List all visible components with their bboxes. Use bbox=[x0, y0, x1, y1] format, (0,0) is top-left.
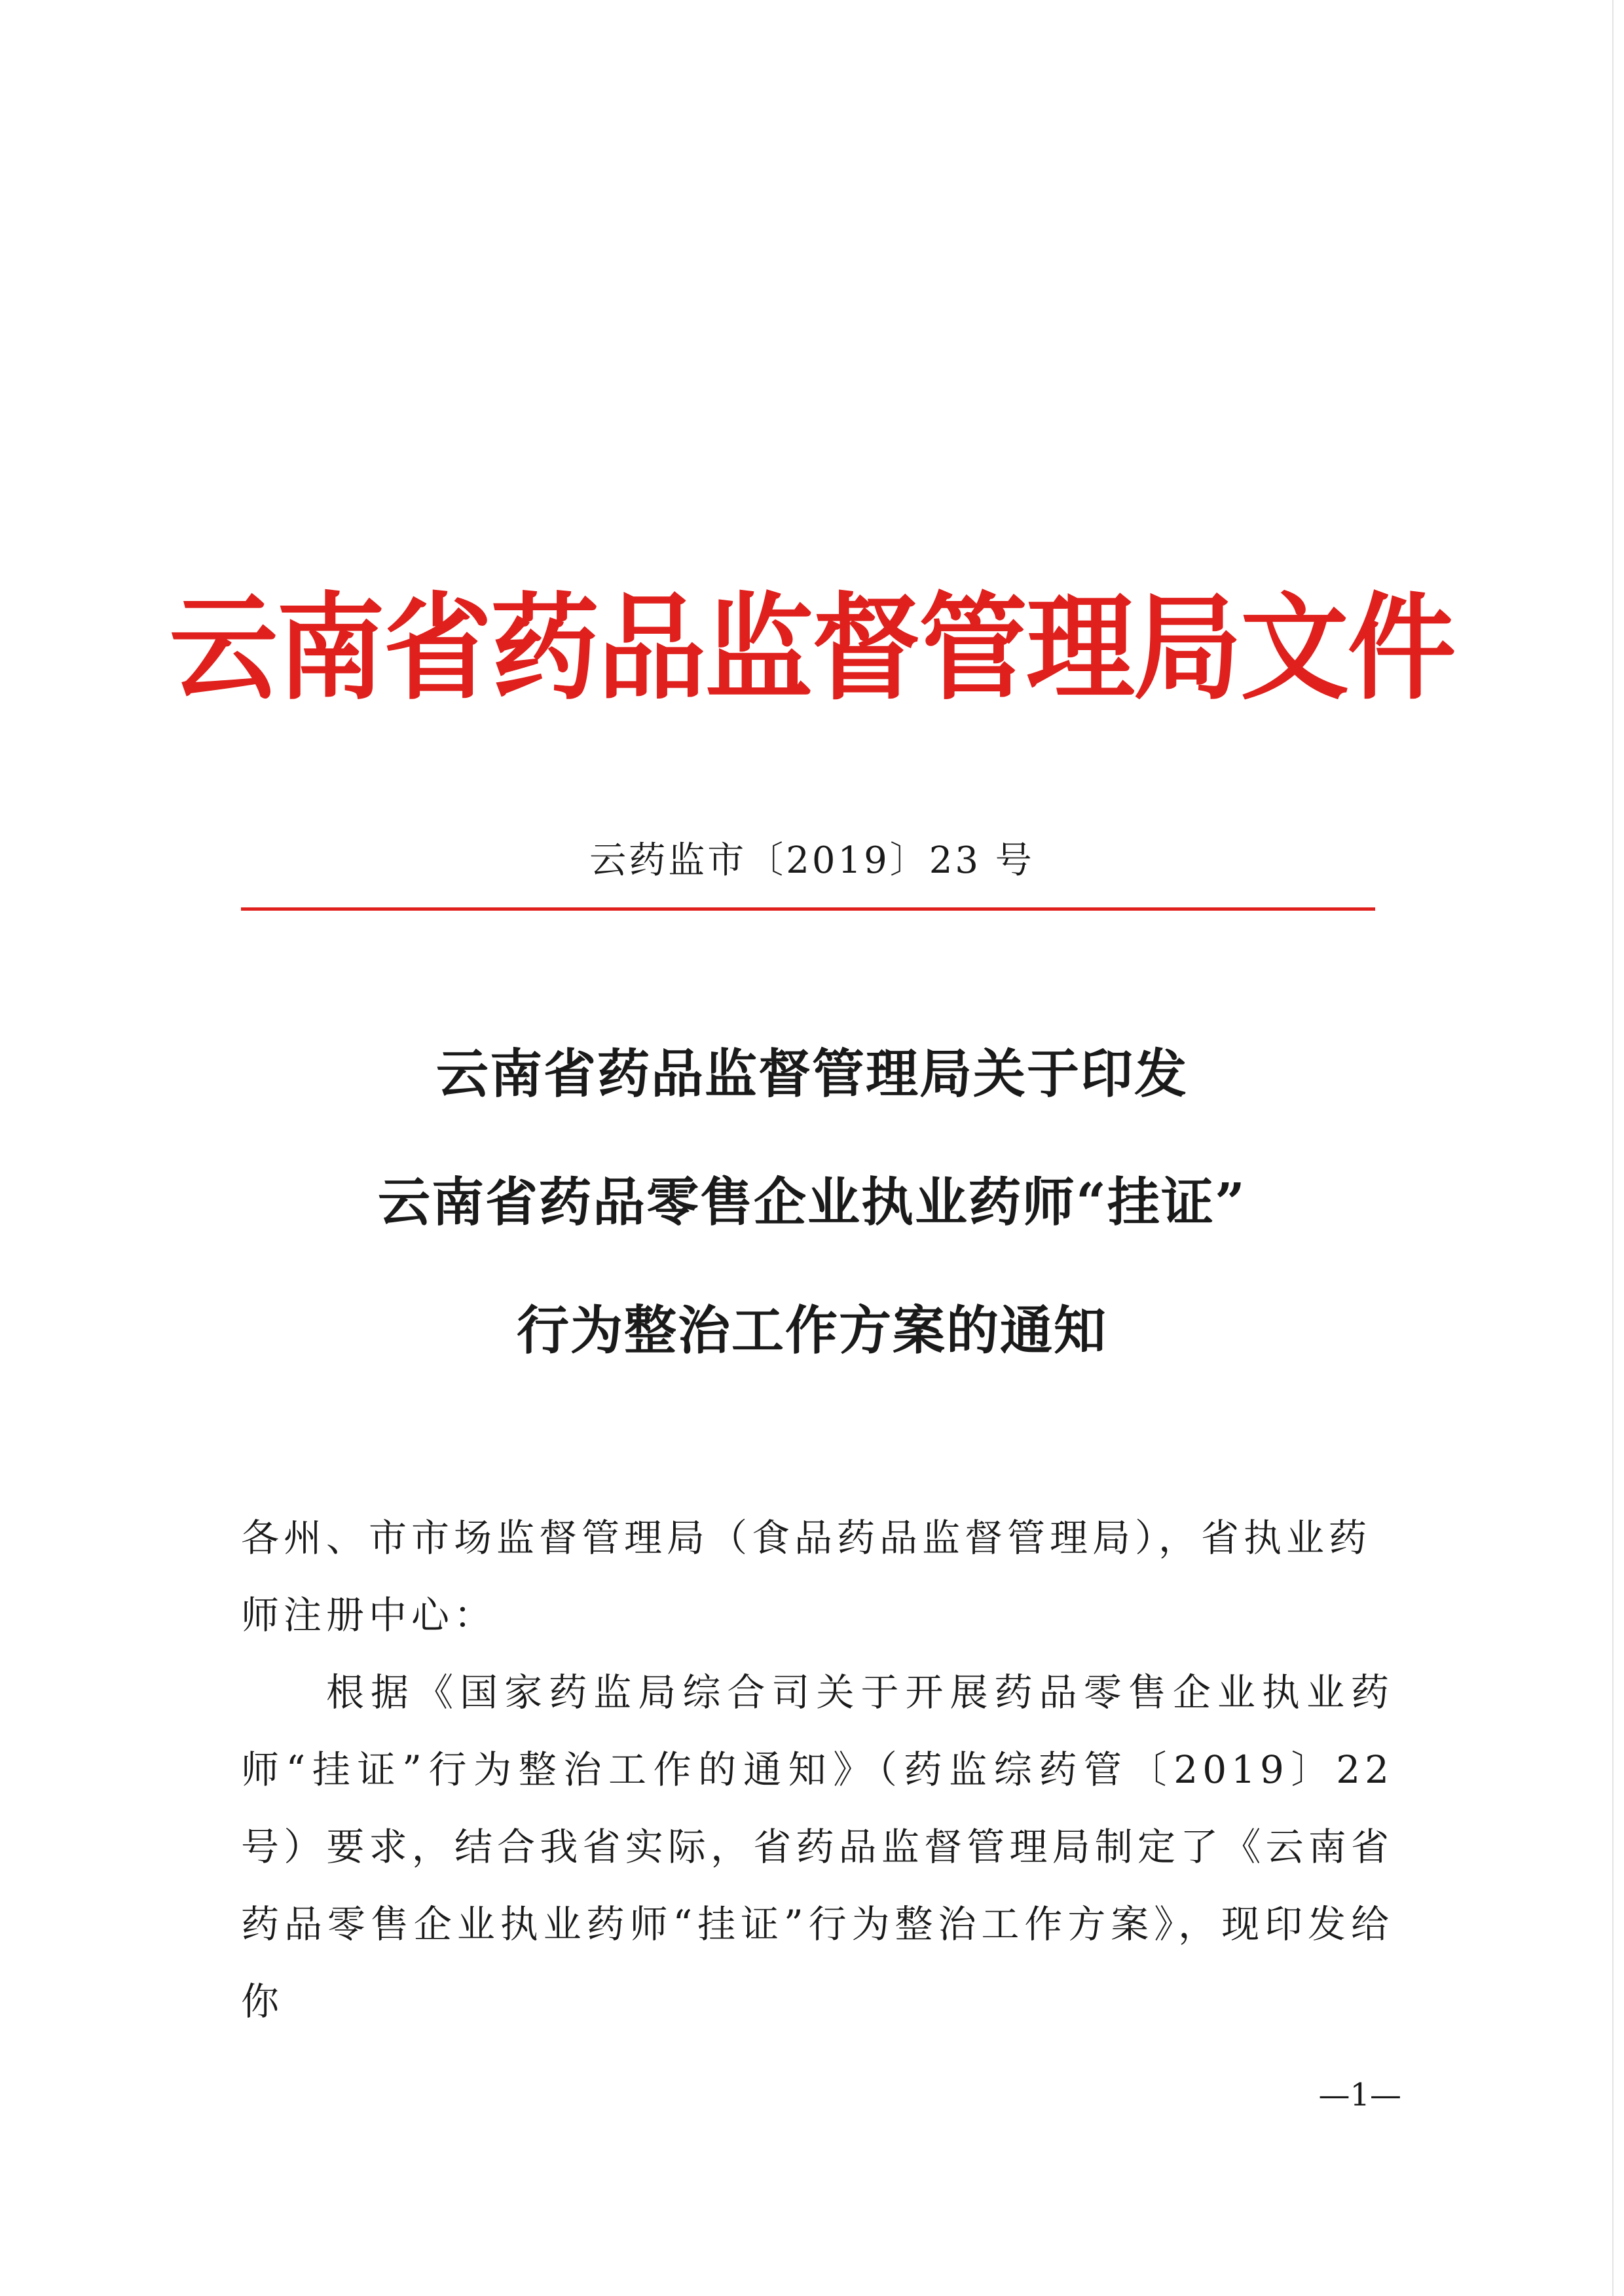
red-divider-line bbox=[241, 907, 1375, 911]
issuer-header: 云南省药品监督管理局文件 bbox=[169, 581, 1455, 716]
document-title bbox=[236, 1041, 1388, 1426]
title-line-3: 行为整治工作方案的通知 bbox=[517, 1300, 1107, 1361]
document-number: 云药监市〔2019〕23 号 bbox=[589, 839, 1035, 882]
addressee: 各州、市市场监督管理局（食品药品监督管理局），省执业药师注册中心： bbox=[241, 1516, 1372, 1637]
page-number: —1— bbox=[1318, 2077, 1401, 2113]
title-line-2: 云南省药品零售企业执业药师“挂证” bbox=[377, 1171, 1247, 1233]
body-text bbox=[241, 1499, 1393, 2040]
body-paragraph-1: 根据《国家药监局综合司关于开展药品零售企业执业药师“挂证”行为整治工作的通知》（药监综药管〔2019〕22 号）要求，结合我省实际，省药品监督管理局制定了《云南省药品零售企业执业药师“挂证”行为整治工作方案》，现印发给你 bbox=[241, 1670, 1393, 2024]
scan-edge-line bbox=[1612, 0, 1614, 2296]
title-line-1: 云南省药品监督管理局关于印发 bbox=[436, 1043, 1188, 1104]
